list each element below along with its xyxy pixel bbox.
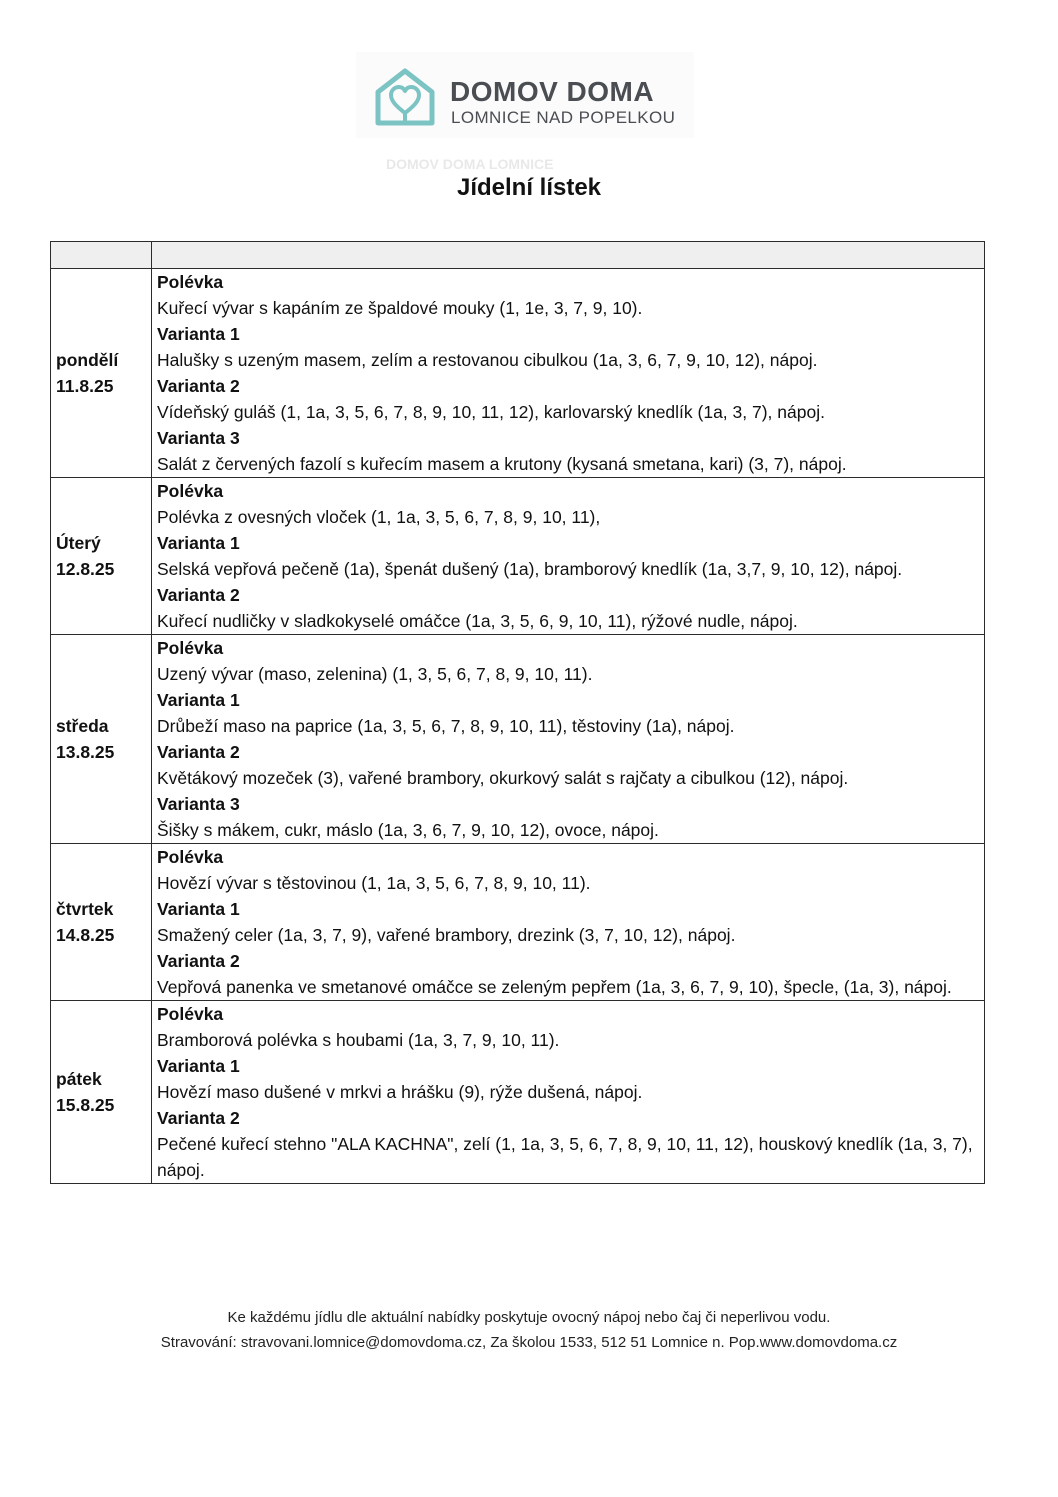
dish-cell [152, 478, 985, 635]
section-label: Varianta 2 [157, 742, 240, 762]
day-cell [51, 844, 152, 1001]
day-date: 14.8.25 [56, 925, 115, 945]
day-name: pátek [56, 1069, 102, 1089]
table-row [51, 1001, 985, 1184]
dish-text: Pečené kuřecí stehno "ALA KACHNA", zelí (1, 1a, 3, 5, 6, 7, 8, 9, 10, 11, 12), houskový knedlík (1a, 3, 7), nápoj. [157, 1134, 973, 1180]
dish-text: Salát z červených fazolí s kuřecím masem a krutony (kysaná smetana, kari) (3, 7), nápoj. [157, 454, 847, 474]
logo-title: DOMOV DOMA [450, 76, 655, 107]
section-label: Varianta 2 [157, 585, 240, 605]
dish-cell [152, 269, 985, 478]
logo-subtitle: LOMNICE NAD POPELKOU [451, 108, 676, 127]
dish-text: Smažený celer (1a, 3, 7, 9), vařené brambory, drezink (3, 7, 10, 12), nápoj. [157, 925, 736, 945]
day-cell [51, 635, 152, 844]
section-label: Polévka [157, 481, 224, 501]
day-name: Úterý [56, 533, 101, 553]
logo-ghost-text: DOMOV DOMA LOMNICE [386, 156, 554, 172]
day-cell [51, 1001, 152, 1184]
dish-cell [152, 635, 985, 844]
dish-text: Kuřecí nudličky v sladkokyselé omáčce (1a, 3, 5, 6, 9, 10, 11), rýžové nudle, nápoj. [157, 611, 798, 631]
dish-text: Uzený vývar (maso, zelenina) (1, 3, 5, 6, 7, 8, 9, 10, 11). [157, 664, 593, 684]
section-label: Varianta 1 [157, 899, 240, 919]
dish-text: Vepřová panenka ve smetanové omáčce se zeleným pepřem (1a, 3, 6, 7, 9, 10), špecle, (1a, 3), nápoj. [157, 977, 952, 997]
header-cell-day [51, 242, 152, 269]
dish-text: Selská vepřová pečeně (1a), špenát dušený (1a), bramborový knedlík (1a, 3,7, 9, 10, 12), nápoj. [157, 559, 903, 579]
day-date: 13.8.25 [56, 742, 115, 762]
day-date: 12.8.25 [56, 559, 115, 579]
section-label: Polévka [157, 847, 224, 867]
table-row [51, 478, 985, 635]
menu-table [50, 241, 985, 1184]
footer-contact: Stravování: stravovani.lomnice@domovdoma.cz, Za školou 1533, 512 51 Lomnice n. Pop.www.domovdoma.cz [160, 1334, 898, 1351]
dish-text: Kuřecí vývar s kapáním ze špaldové mouky (1, 1e, 3, 7, 9, 10). [157, 298, 643, 318]
dish-text: Halušky s uzeným masem, zelím a restovanou cibulkou (1a, 3, 6, 7, 9, 10, 12), nápoj. [157, 350, 818, 370]
house-heart-icon [374, 66, 436, 128]
dish-text: Šišky s mákem, cukr, máslo (1a, 3, 6, 7, 9, 10, 12), ovoce, nápoj. [157, 820, 659, 840]
section-label: Varianta 2 [157, 951, 240, 971]
dish-text: Polévka z ovesných vloček (1, 1a, 3, 5, 6, 7, 8, 9, 10, 11), [157, 507, 601, 527]
day-date: 15.8.25 [56, 1095, 115, 1115]
day-date: 11.8.25 [56, 376, 114, 396]
section-label: Polévka [157, 1004, 224, 1024]
table-row [51, 269, 985, 478]
section-label: Varianta 2 [157, 1108, 240, 1128]
dish-text: Bramborová polévka s houbami (1a, 3, 7, 9, 10, 11). [157, 1030, 560, 1050]
section-label: Varianta 1 [157, 1056, 240, 1076]
dish-text: Hovězí vývar s těstovinou (1, 1a, 3, 5, 6, 7, 8, 9, 10, 11). [157, 873, 591, 893]
section-label: Varianta 1 [157, 690, 240, 710]
day-cell [51, 478, 152, 635]
dish-text: Květákový mozeček (3), vařené brambory, okurkový salát s rajčaty a cibulkou (12), nápoj. [157, 768, 849, 788]
logo-box [356, 52, 694, 138]
section-label: Varianta 3 [157, 428, 240, 448]
dish-text: Vídeňský guláš (1, 1a, 3, 5, 6, 7, 8, 9, 10, 11, 12), karlovarský knedlík (1a, 3, 7), nápoj. [157, 402, 825, 422]
section-label: Polévka [157, 272, 224, 292]
page-title: Jídelní lístek [456, 174, 602, 201]
section-label: Varianta 1 [157, 324, 240, 344]
section-label: Varianta 3 [157, 794, 240, 814]
header-cell-menu [152, 242, 985, 269]
day-name: pondělí [56, 350, 119, 370]
dish-cell [152, 844, 985, 1001]
dish-text: Hovězí maso dušené v mrkvi a hrášku (9), rýže dušená, nápoj. [157, 1082, 643, 1102]
day-name: středa [56, 716, 109, 736]
footer-note: Ke každému jídlu dle aktuální nabídky poskytuje ovocný nápoj nebo čaj či neperlivou vodu. [227, 1309, 831, 1326]
section-label: Polévka [157, 638, 224, 658]
table-header-row [51, 242, 985, 269]
day-cell [51, 269, 152, 478]
dish-text: Drůbeží maso na paprice (1a, 3, 5, 6, 7, 8, 9, 10, 11), těstoviny (1a), nápoj. [157, 716, 735, 736]
logo [356, 52, 694, 170]
day-name: čtvrtek [56, 899, 114, 919]
section-label: Varianta 1 [157, 533, 240, 553]
section-label: Varianta 2 [157, 376, 240, 396]
table-row [51, 844, 985, 1001]
table-row [51, 635, 985, 844]
menu-body [51, 269, 985, 1184]
dish-cell [152, 1001, 985, 1184]
